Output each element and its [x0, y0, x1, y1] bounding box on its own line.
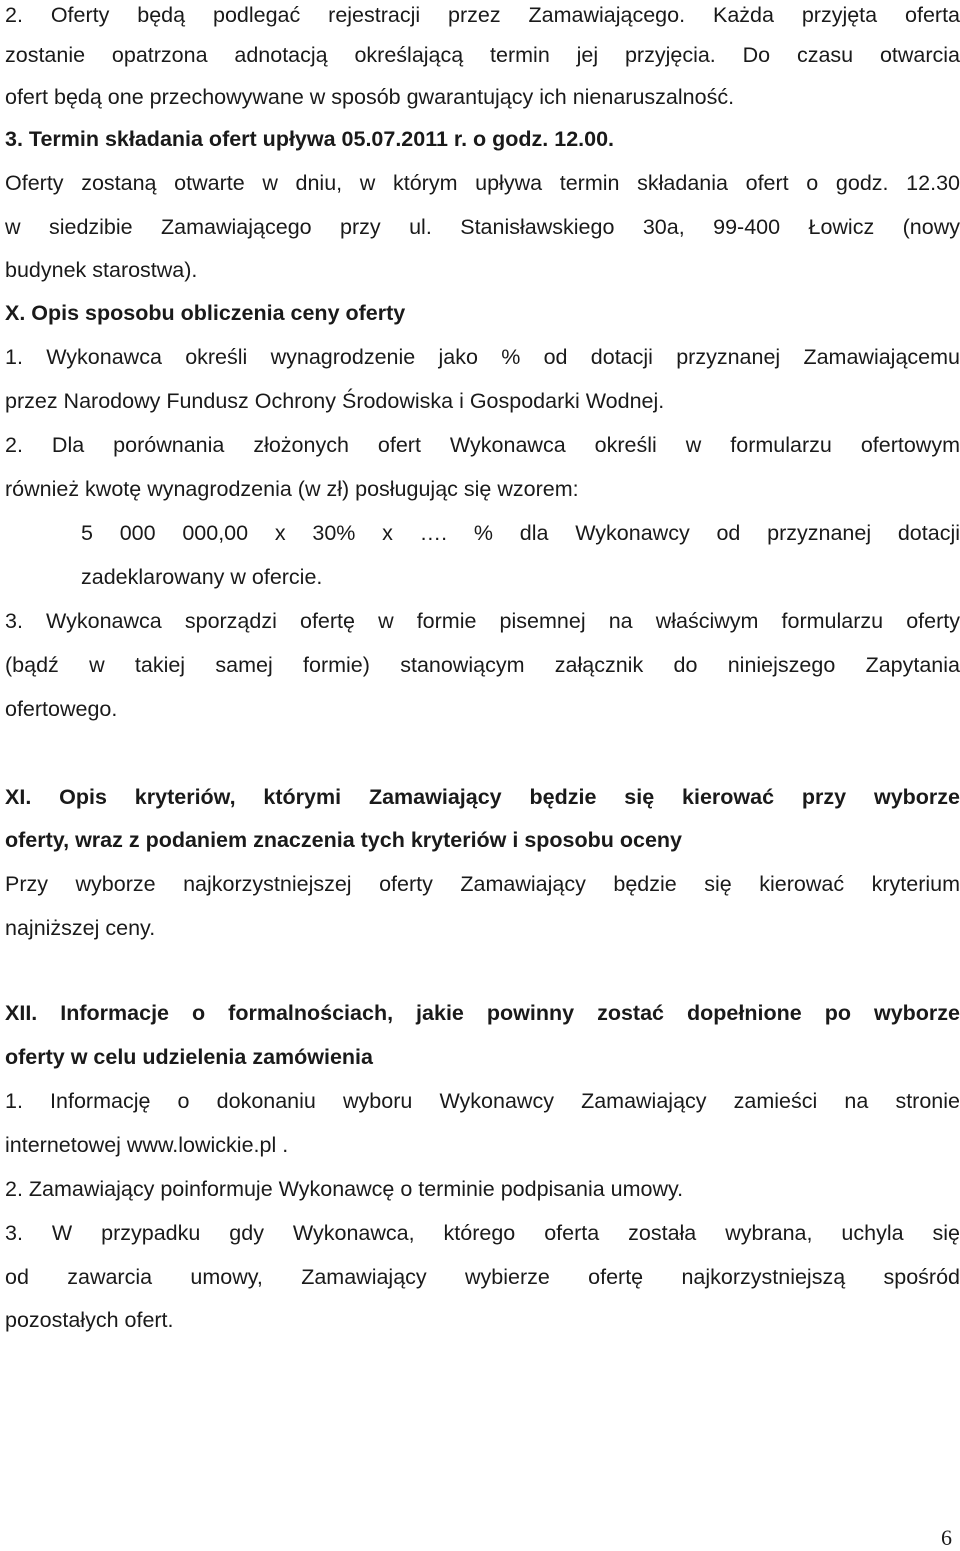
- section-heading: oferty, wraz z podaniem znaczenia tych kryteriów i sposobu oceny: [5, 828, 683, 852]
- text-line: od zawarcia umowy, Zamawiający wybierze ofertę najkorzystniejszą spośród: [5, 1265, 960, 1289]
- section-heading: oferty w celu udzielenia zamówienia: [5, 1045, 373, 1069]
- formula-line: 5 000 000,00 x 30% x …. % dla Wykonawcy od przyznanej dotacji: [81, 521, 960, 545]
- text-line: ofertowego.: [5, 697, 118, 721]
- text-line: 2. Zamawiający poinformuje Wykonawcę o terminie podpisania umowy.: [5, 1177, 684, 1201]
- text-line: (bądź w takiej samej formie) stanowiącym załącznik do niniejszego Zapytania: [5, 653, 960, 677]
- text-line: 2. Dla porównania złożonych ofert Wykonawca określi w formularzu ofertowym: [5, 433, 960, 457]
- text-line: zadeklarowany w ofercie.: [81, 565, 323, 589]
- text-line: również kwotę wynagrodzenia (w zł) posługując się wzorem:: [5, 477, 579, 501]
- text-line: 3. Wykonawca sporządzi ofertę w formie pisemnej na właściwym formularzu oferty: [5, 609, 960, 633]
- text-line: zostanie opatrzona adnotacją określającą termin jej przyjęcia. Do czasu otwarcia: [5, 43, 960, 67]
- text-line: przez Narodowy Fundusz Ochrony Środowiska i Gospodarki Wodnej.: [5, 389, 665, 413]
- section-heading: X. Opis sposobu obliczenia ceny oferty: [5, 301, 406, 325]
- text-line: internetowej www.lowickie.pl .: [5, 1133, 289, 1157]
- text-line: 1. Wykonawca określi wynagrodzenie jako % od dotacji przyznanej Zamawiającemu: [5, 345, 960, 369]
- section-heading: XII. Informacje o formalnościach, jakie powinny zostać dopełnione po wyborze: [5, 1001, 960, 1025]
- text-line: 3. W przypadku gdy Wykonawca, którego oferta została wybrana, uchyla się: [5, 1221, 960, 1245]
- text-line: 2. Oferty będą podlegać rejestracji przez Zamawiającego. Każda przyjęta oferta: [5, 3, 960, 27]
- text-line: budynek starostwa).: [5, 258, 198, 282]
- text-line: 1. Informację o dokonaniu wyboru Wykonawcy Zamawiający zamieści na stronie: [5, 1089, 960, 1113]
- text-line: Przy wyborze najkorzystniejszej oferty Zamawiający będzie się kierować kryterium: [5, 872, 960, 896]
- text-line: w siedzibie Zamawiającego przy ul. Stanisławskiego 30a, 99-400 Łowicz (nowy: [5, 215, 960, 239]
- page-number: 6: [941, 1525, 952, 1550]
- text-line: pozostałych ofert.: [5, 1308, 174, 1332]
- section-heading: 3. Termin składania ofert upływa 05.07.2011 r. o godz. 12.00.: [5, 127, 615, 151]
- section-heading: XI. Opis kryteriów, którymi Zamawiający będzie się kierować przy wyborze: [5, 785, 960, 809]
- text-line: ofert będą one przechowywane w sposób gwarantujący ich nienaruszalność.: [5, 85, 735, 109]
- text-line: Oferty zostaną otwarte w dniu, w którym upływa termin składania ofert o godz. 12.30: [5, 171, 960, 195]
- text-line: najniższej ceny.: [5, 916, 156, 940]
